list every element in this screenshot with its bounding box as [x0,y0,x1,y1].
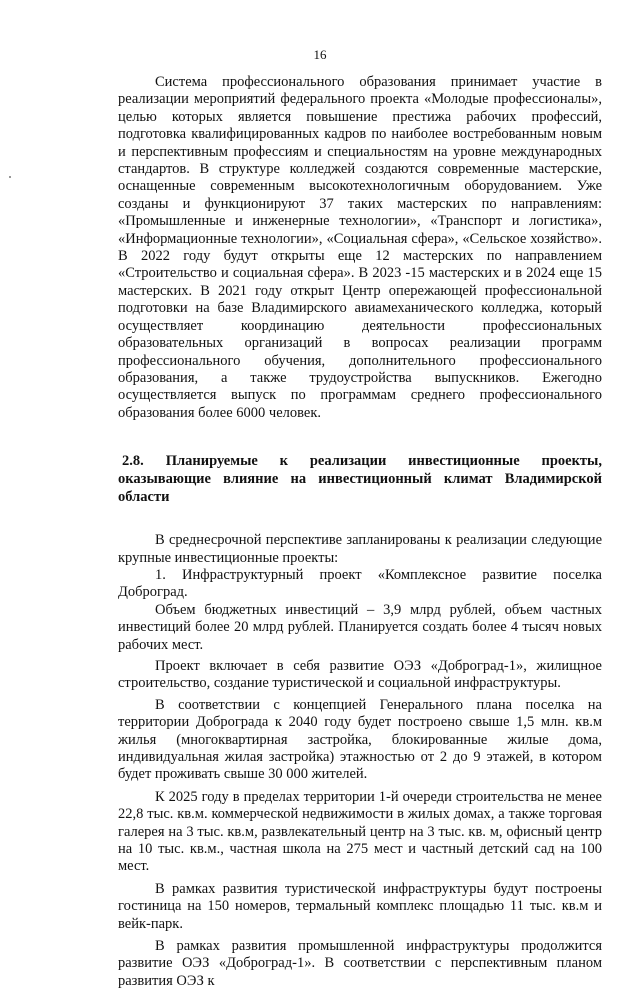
page-number: 16 [313,47,327,62]
paragraph-general-plan: В соответствии с концепцией Генерального плана поселка на территории Доброграда к 2040 году будет построено свыше 1,5 млн. кв.м жилья (многоквартирная застройка, блокированные жилые дома, индивидуальная жилая застройка) этажностью от 2 до 9 этажей, в котором будет проживать свыше 30 000 жителей. [118,696,602,783]
paragraph-education: Система профессионального образования принимает участие в реализации мероприятий федерального проекта «Молодые профессионалы», целью которых является повышение престижа рабочих профессий, подготовка квалифицированных кадров по наиболее востребованным новым и перспективным профессиям и специальностям на уровне международных стандартов. В структуре колледжей создаются современные мастерские, оснащенные современным высокотехнологичным оборудованием. Уже созданы и функционируют 37 таких мастерских по направлениям: «Промышленные и инженерные технологии», «Транспорт и логистика», «Информационные технологии», «Социальная сфера», «Сельское хозяйство». В 2022 году будут открыты еще 12 мастерских по направлением «Строительство и социальная сфера». В 2023 -15 мастерских и в 2024 еще 15 мастерских. В 2021 году открыт Центр опережающей профессиональной подготовки на базе Владимирского авиамеханического колледжа, который осуществляет координацию деятельности профессиональных образовательных организаций в вопросах реализации программ профессионального обучения, дополнительного профессионального образования, а также трудоустройства выпускников. Ежегодно осуществляется выпуск по программам среднего профессионального образования более 6000 человек. [118,74,602,421]
paragraph-industry: В рамках развития промышленной инфраструктуры продолжится развитие ОЭЗ «Доброград-1». В соответствии с перспективным планом развития ОЭЗ к [118,938,602,989]
paragraph-project-scope: Проект включает в себя развитие ОЭЗ «Доброград-1», жилищное строительство, создание туристической и социальной инфраструктуры. [118,657,602,692]
paragraph-tourism: В рамках развития туристической инфраструктуры будут построены гостиница на 150 номеров, термальный комплекс площадью 11 тыс. кв.м и вейк-парк. [118,880,602,932]
paragraph-project-title: 1. Инфраструктурный проект «Комплексное развитие поселка Доброград. [118,566,602,601]
document-body [118,74,602,990]
paragraph-intro: В среднесрочной перспективе запланированы к реализации следующие крупные инвестиционные проекты: [118,532,602,566]
scan-mark [9,176,11,178]
section-number: 2.8. [122,453,144,470]
section-heading [118,452,602,506]
paragraph-first-phase: К 2025 году в пределах территории 1-й очереди строительства не менее 22,8 тыс. кв.м. коммерческой недвижимости в жилых домах, а также торговая галерея на 3 тыс. кв.м, развлекательный центр на 3 тыс. кв. м, офисный центр на 10 тыс. кв.м., частная школа на 275 мест и частный детский сад на 100 мест. [118,788,602,875]
section-title: Планируемые к реализации инвестиционные проекты, оказывающие влияние на инвестиционный климат Владимирской области [118,453,602,506]
paragraph-investment: Объем бюджетных инвестиций – 3,9 млрд рублей, объем частных инвестиций более 20 млрд рублей. Планируется создать более 4 тысяч новых рабочих мест. [118,601,602,653]
